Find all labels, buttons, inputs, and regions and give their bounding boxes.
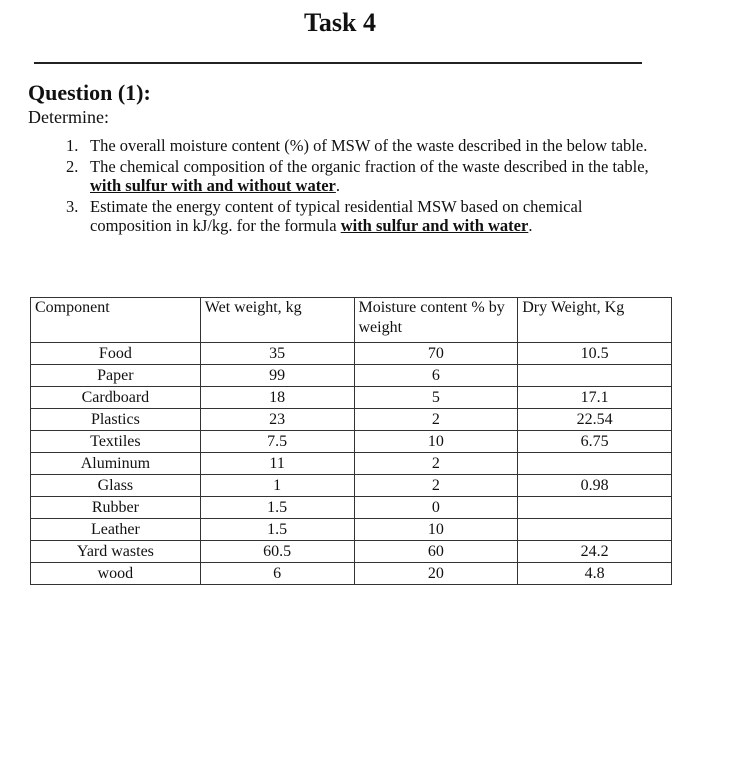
task-item-2 <box>66 157 666 195</box>
cell-moisture: 70 <box>354 343 518 365</box>
table-row <box>31 365 672 387</box>
column-header-moisture-content: Moisture content % by weight <box>354 298 518 343</box>
table-row <box>31 475 672 497</box>
cell-component: Leather <box>31 519 201 541</box>
table-row <box>31 497 672 519</box>
question-instruction: Determine: <box>28 107 109 127</box>
cell-component: wood <box>31 563 201 585</box>
column-header-component: Component <box>31 298 201 343</box>
cell-moisture: 6 <box>354 365 518 387</box>
question-heading: Question (1): <box>28 80 151 105</box>
task-list <box>66 136 666 237</box>
cell-moisture: 2 <box>354 453 518 475</box>
cell-component: Rubber <box>31 497 201 519</box>
task-text: The chemical composition of the organic fraction of the waste described in the table, <box>90 157 649 176</box>
task-emphasis: with sulfur and with water <box>340 216 529 235</box>
cell-wet-weight: 7.5 <box>200 431 354 453</box>
cell-wet-weight: 11 <box>200 453 354 475</box>
table-row <box>31 563 672 585</box>
cell-wet-weight: 60.5 <box>200 541 354 563</box>
table-row <box>31 453 672 475</box>
cell-dry-weight: 0.98 <box>518 475 672 497</box>
column-header-wet-weight: Wet weight, kg <box>200 298 354 343</box>
cell-moisture: 0 <box>354 497 518 519</box>
table-header-row <box>31 298 672 343</box>
table-row <box>31 343 672 365</box>
cell-component: Textiles <box>31 431 201 453</box>
task-item-1 <box>66 136 666 155</box>
cell-moisture: 10 <box>354 519 518 541</box>
table-row <box>31 541 672 563</box>
task-number: 3. <box>66 197 79 216</box>
task-text-end: . <box>335 176 340 195</box>
cell-dry-weight: 17.1 <box>518 387 672 409</box>
task-text-end: . <box>528 216 533 235</box>
cell-dry-weight <box>518 497 672 519</box>
cell-moisture: 60 <box>354 541 518 563</box>
column-header-dry-weight: Dry Weight, Kg <box>518 298 672 343</box>
task-item-3 <box>66 197 666 235</box>
cell-wet-weight: 1.5 <box>200 497 354 519</box>
waste-composition-table <box>30 297 672 585</box>
cell-moisture: 10 <box>354 431 518 453</box>
cell-dry-weight <box>518 519 672 541</box>
cell-component: Yard wastes <box>31 541 201 563</box>
cell-component: Aluminum <box>31 453 201 475</box>
table-row <box>31 431 672 453</box>
cell-wet-weight: 99 <box>200 365 354 387</box>
cell-dry-weight: 6.75 <box>518 431 672 453</box>
cell-wet-weight: 18 <box>200 387 354 409</box>
cell-dry-weight <box>518 365 672 387</box>
cell-dry-weight: 24.2 <box>518 541 672 563</box>
cell-dry-weight: 22.54 <box>518 409 672 431</box>
cell-moisture: 2 <box>354 475 518 497</box>
title-divider <box>34 62 642 64</box>
cell-moisture: 5 <box>354 387 518 409</box>
task-number: 2. <box>66 157 79 176</box>
task-text: Estimate the energy content of typical residential MSW based on chemical composition in kJ/kg. for the formula <box>90 197 583 235</box>
table-row <box>31 409 672 431</box>
cell-wet-weight: 23 <box>200 409 354 431</box>
cell-dry-weight <box>518 453 672 475</box>
cell-wet-weight: 1.5 <box>200 519 354 541</box>
task-number: 1. <box>66 136 79 155</box>
cell-component: Cardboard <box>31 387 201 409</box>
cell-dry-weight: 10.5 <box>518 343 672 365</box>
cell-wet-weight: 35 <box>200 343 354 365</box>
cell-component: Glass <box>31 475 201 497</box>
cell-moisture: 20 <box>354 563 518 585</box>
cell-component: Paper <box>31 365 201 387</box>
cell-wet-weight: 6 <box>200 563 354 585</box>
cell-component: Plastics <box>31 409 201 431</box>
cell-component: Food <box>31 343 201 365</box>
task-text: The overall moisture content (%) of MSW of the waste described in the below table. <box>90 136 648 155</box>
page-title: Task 4 <box>303 8 377 37</box>
cell-wet-weight: 1 <box>200 475 354 497</box>
cell-moisture: 2 <box>354 409 518 431</box>
table-row <box>31 519 672 541</box>
cell-dry-weight: 4.8 <box>518 563 672 585</box>
task-emphasis: with sulfur with and without water <box>90 176 336 195</box>
table-row <box>31 387 672 409</box>
